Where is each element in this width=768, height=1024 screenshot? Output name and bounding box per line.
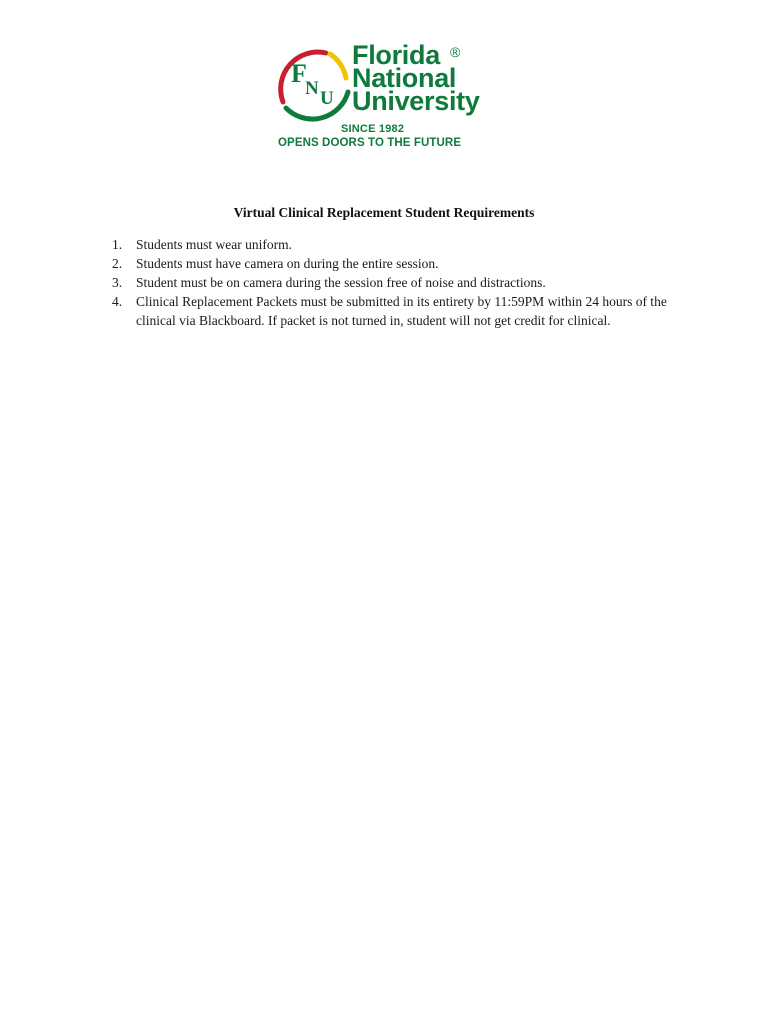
name-line-national: National <box>352 63 457 93</box>
list-text: Students must wear uniform. <box>136 237 292 252</box>
list-text: Clinical Replacement Packets must be submitted in its entirety by 11:59PM within 24 hours of the clinical via Blackboard. If packet is not turned in, student will not get credit for clinical. <box>136 294 667 328</box>
monogram-f: F <box>291 59 307 88</box>
monogram-u: U <box>320 88 334 109</box>
list-number: 2. <box>112 256 123 271</box>
list-item <box>112 273 682 292</box>
list-number: 4. <box>112 294 123 309</box>
list-text: Student must be on camera during the session free of noise and distractions. <box>136 275 546 290</box>
list-number: 3. <box>112 275 123 290</box>
list-item <box>112 254 682 273</box>
name-line-university: University <box>352 86 480 116</box>
logo-tagline: OPENS DOORS TO THE FUTURE <box>278 137 462 149</box>
since-year: SINCE 1982 <box>341 123 405 135</box>
list-item <box>112 235 682 254</box>
list-number: 1. <box>112 237 123 252</box>
requirements-list <box>112 235 682 330</box>
registered-mark: ® <box>450 44 461 60</box>
fnu-logo <box>274 40 496 154</box>
list-text: Students must have camera on during the entire session. <box>136 256 439 271</box>
list-item <box>112 292 682 330</box>
document-title: Virtual Clinical Replacement Student Requirements <box>233 205 535 220</box>
name-line-florida: Florida <box>352 40 440 70</box>
university-name <box>352 40 480 116</box>
monogram-n: N <box>305 78 319 99</box>
